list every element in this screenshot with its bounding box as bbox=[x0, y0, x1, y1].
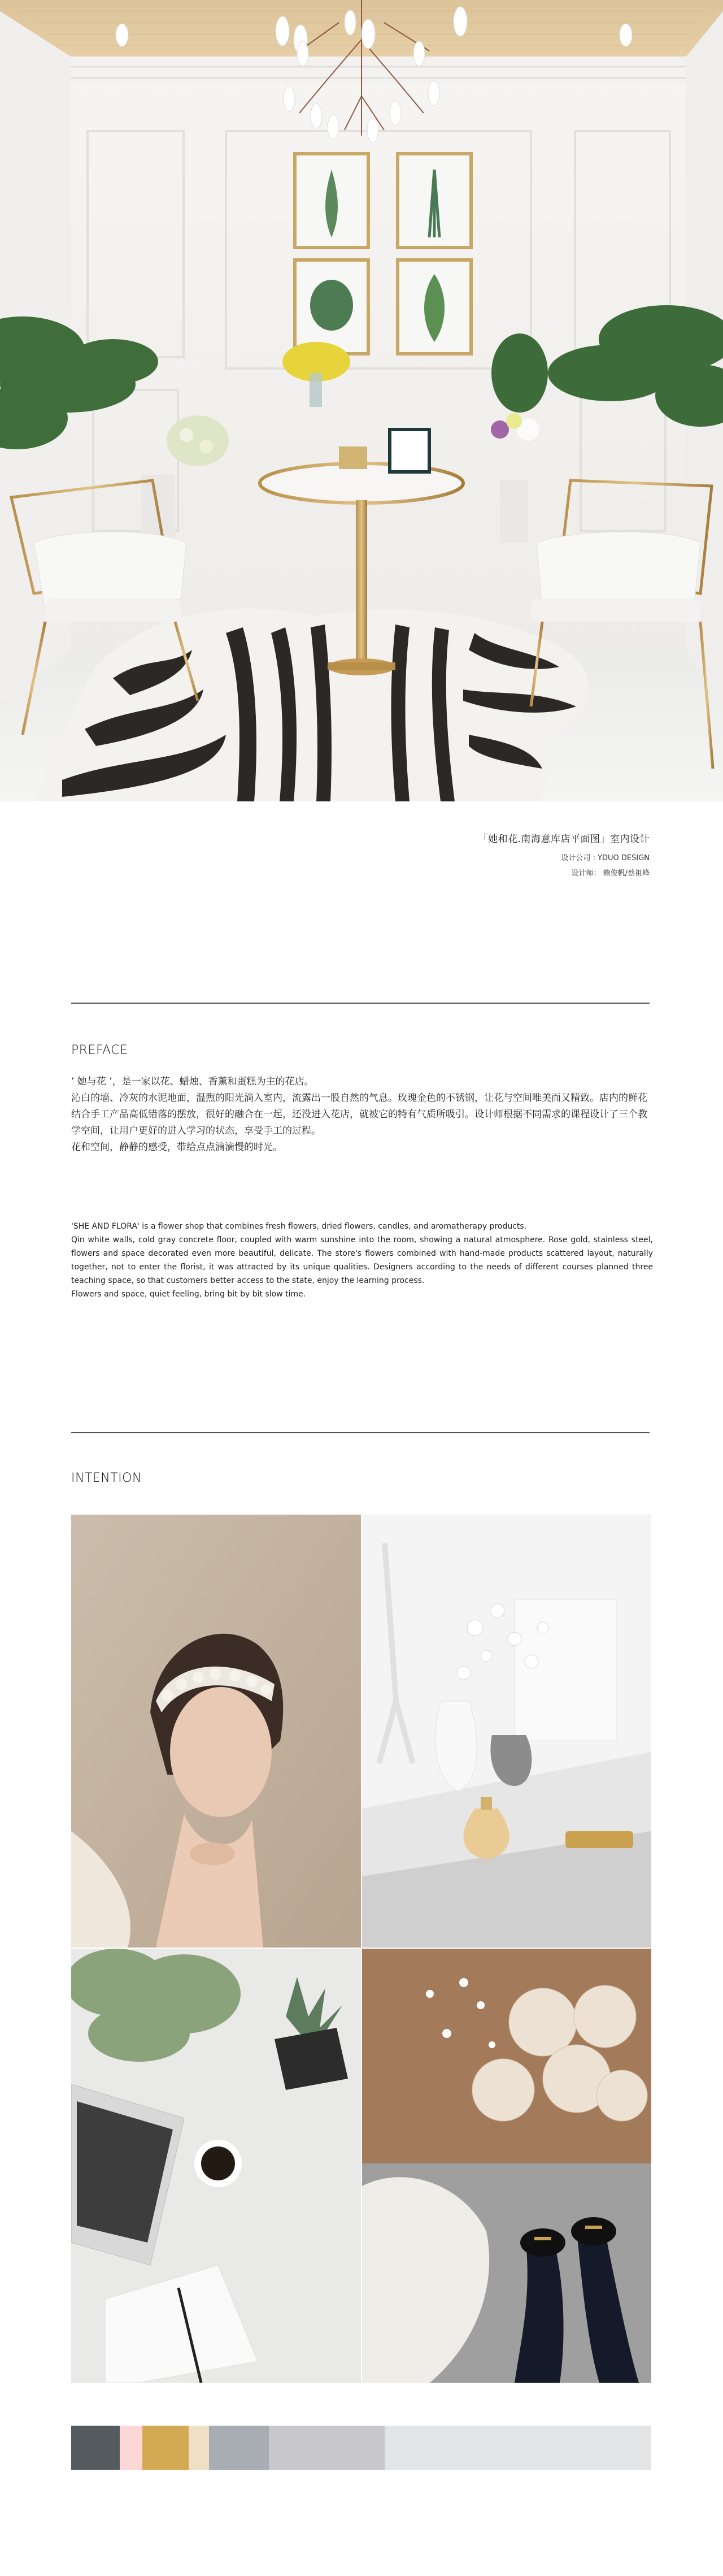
hero-interior-image bbox=[0, 0, 723, 801]
project-credits bbox=[478, 831, 650, 878]
preface-en-paragraph: 'SHE AND FLORA' is a flower shop that combines fresh flowers, dried flowers, candles, and aromatherapy products. bbox=[71, 1222, 527, 1231]
color-swatch bbox=[209, 2426, 269, 2470]
roses-shoes-fur-rug-photo bbox=[362, 1949, 651, 2383]
color-swatch bbox=[269, 2426, 385, 2470]
divider bbox=[71, 1003, 650, 1004]
color-swatch bbox=[120, 2426, 142, 2470]
color-swatch bbox=[189, 2426, 209, 2470]
babys-breath-vase-perfume-photo bbox=[362, 1515, 651, 1948]
design-company: 设计公司 : YDUO DESIGN bbox=[561, 854, 650, 862]
preface-chinese-text bbox=[71, 1074, 653, 1156]
preface-cn-paragraph: 花和空间，静静的感受，带给点点滴滴慢的时光。 bbox=[71, 1142, 282, 1153]
preface-english-text bbox=[71, 1220, 653, 1301]
preface-cn-paragraph: 沁白的墙、冷灰的水泥地面，温煦的阳光淌入室内，流露出一股自然的气息。玫瑰金色的不锈钢，让花与空间唯美而又精致。店内的鲜花结合手工产品高低错落的摆放，很好的融合在一起，还没进入花店，就被它的特有气质所吸引。设计师根据不同需求的课程设计了三个教学空间，让用户更好的进入学习的状态，享受手工的过程。 bbox=[71, 1092, 647, 1137]
color-palette bbox=[71, 2426, 651, 2470]
preface-en-paragraph: Flowers and space, quiet feeling, bring bit by bit slow time. bbox=[71, 1290, 306, 1299]
preface-en-paragraph: Qin white walls, cold gray concrete floor, coupled with warm sunshine into the room, showing a natural atmosphere. Rose gold, stainless steel, flowers and space decorated even more beautiful, delicate. The store's flowers combined with hand-made products scattered layout, naturally together, not to enter the florist, it was attracted by its unique qualities. Designers according to the needs of different courses planned three teaching space, so that customers better access to the state, enjoy the learning process. bbox=[71, 1235, 653, 1285]
preface-cn-paragraph: ’ 她与花 ’，是一家以花、蜡烛、香薰和蛋糕为主的花店。 bbox=[71, 1076, 314, 1087]
intention-heading: INTENTION bbox=[71, 1471, 142, 1485]
color-swatch bbox=[71, 2426, 120, 2470]
bride-flower-crown-photo bbox=[71, 1515, 361, 1948]
project-title: 「她和花.南海意库店平面图」室内设计 bbox=[478, 834, 650, 845]
intention-moodboard-grid bbox=[71, 1515, 651, 2383]
laptop-coffee-succulent-photo bbox=[71, 1949, 361, 2383]
designers: 设计师： 赖俊帆/蔡祖峰 bbox=[571, 869, 650, 878]
color-swatch bbox=[385, 2426, 651, 2470]
interior-render-illustration bbox=[0, 0, 723, 801]
preface-heading: PREFACE bbox=[71, 1043, 128, 1057]
divider bbox=[71, 1432, 650, 1433]
color-swatch bbox=[142, 2426, 189, 2470]
